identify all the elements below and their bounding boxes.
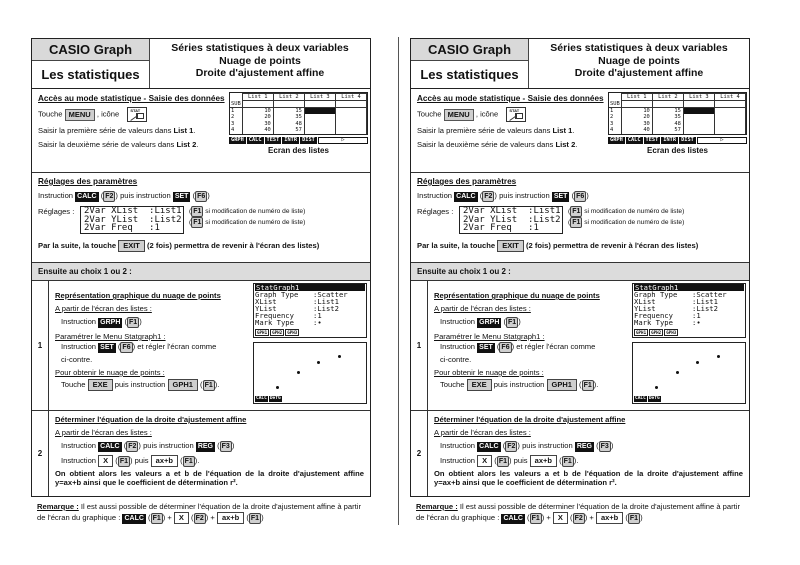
list-header: List 3: [683, 94, 714, 101]
table-row: 3 30 48: [230, 121, 367, 128]
access-title: Accès au mode statistique - Saisie des données: [417, 94, 604, 103]
table-row: 3 30 48: [609, 121, 746, 128]
settings-title: Réglages des paramètres: [38, 177, 138, 186]
fkey-intr: INTR: [663, 136, 677, 143]
list-screen: [229, 92, 368, 155]
stat-icon: STAT: [506, 107, 526, 122]
stat-icon: STAT: [127, 107, 147, 122]
list2-instruction: Saisir la deuxième série de valeurs dans List 2.: [417, 140, 578, 149]
fkey-more-icon: ▷: [697, 137, 747, 144]
choice-1: [411, 281, 749, 411]
title-line: Nuage de points: [219, 54, 301, 67]
menu-key: MENU: [444, 109, 474, 121]
sub-label: SUB: [610, 100, 620, 107]
scatter-point: [276, 386, 279, 389]
fkey-calc: CALC: [248, 136, 262, 143]
choice-number: 1: [411, 281, 428, 410]
sub-label: SUB: [231, 100, 241, 107]
settings-section: [411, 173, 749, 263]
list1-instruction: Saisir la première série de valeurs dans List 1.: [38, 126, 196, 135]
statgraph-title: StatGraph1: [255, 284, 365, 291]
reg-instruction: Instruction CALC ( F2 ) puis instruction REG ( F3 ): [440, 441, 614, 450]
choice-heading: Ensuite au choix 1 ou 2 :: [411, 263, 749, 281]
obtain-text: Pour obtenir le nuage de points :: [55, 368, 165, 377]
f2-key: F2: [484, 193, 493, 200]
ci-contre-text: ci-contre.: [440, 355, 472, 364]
title-line: Séries statistiques à deux variables: [171, 42, 349, 54]
list-caption: Ecran des listes: [268, 145, 329, 155]
set-key: SET: [174, 193, 189, 200]
brand-label: CASIO Graph: [32, 39, 149, 61]
header: [411, 39, 749, 89]
table-row: 2 20 35: [609, 114, 746, 121]
choice-number: 2: [411, 411, 428, 496]
choice-heading: Ensuite au choix 1 ou 2 :: [32, 263, 370, 281]
list1-instruction: Saisir la première série de valeurs dans List 1.: [417, 126, 575, 135]
param-text: Paramétrer le Menu Statgraph1 :: [55, 332, 166, 341]
settings-title: Réglages des paramètres: [417, 177, 517, 186]
gph1-key: GPH1: [636, 330, 647, 335]
scatter-point: [338, 355, 341, 358]
choice-2: [411, 411, 749, 496]
f6-key: F6: [576, 193, 585, 200]
exit-instruction: Par la suite, la touche EXIT (2 fois) permettra de revenir à l'écran des listes): [38, 240, 320, 250]
menu-key: MENU: [65, 109, 95, 121]
settings-instruction: Instruction CALC ( F2 ) puis instruction SET ( F6 ): [38, 191, 210, 200]
lcd-line: 2Var Freq :1: [84, 223, 160, 233]
settings-section: [32, 173, 370, 263]
list2-instruction: Saisir la deuxième série de valeurs dans List 2.: [38, 140, 199, 149]
plot-calc-key: CALC: [256, 396, 267, 401]
scatter-plot: [632, 342, 746, 404]
statgraph-title: StatGraph1: [634, 284, 744, 291]
access-title: Accès au mode statistique - Saisie des données: [38, 94, 225, 103]
fkey-dist: DIST: [681, 136, 694, 143]
plot-defg-key: DefG: [648, 396, 660, 401]
icone-text: , icône: [475, 109, 499, 119]
choice-2: [32, 411, 370, 496]
exit-key: EXIT: [497, 240, 524, 252]
gph2-key: GPH2: [651, 330, 662, 335]
remark-label: Remarque :: [37, 502, 79, 511]
set-instruction: Instruction SET ( F6 ) et régler l'écran comme: [61, 342, 217, 351]
list-header: List 2: [652, 94, 683, 101]
fkey-test: TEST: [266, 136, 280, 143]
from-lists-text: A partir de l'écran des listes :: [55, 304, 152, 313]
topic-label: Les statistiques: [420, 67, 519, 82]
scatter-point: [655, 386, 658, 389]
sheet: [31, 38, 371, 497]
axb-instruction: Instruction X ( F1 ) puis ax+b ( F1 ).: [440, 456, 579, 465]
access-section: [32, 89, 370, 173]
title-line: Droite d'ajustement affine: [195, 67, 325, 79]
exe-instruction: Touche EXE puis instruction GPH1 ( F1 ).: [440, 380, 599, 389]
gph3-key: GPH3: [666, 330, 677, 335]
title-line: Droite d'ajustement affine: [574, 67, 704, 79]
title-line: Séries statistiques à deux variables: [550, 42, 728, 54]
table-row: 4 40 57: [609, 127, 746, 134]
table-row: 2 20 35: [230, 114, 367, 121]
reg-instruction: Instruction CALC ( F2 ) puis instruction REG ( F3 ): [61, 441, 235, 450]
calc-key: CALC: [77, 193, 97, 200]
scatter-point: [696, 361, 699, 364]
scatter-plot: [253, 342, 367, 404]
table-row: 4 40 57: [230, 127, 367, 134]
table-row: 1 10 15: [609, 108, 746, 115]
remark-label: Remarque :: [416, 502, 458, 511]
ci-contre-text: ci-contre.: [61, 355, 93, 364]
scatter-point: [317, 361, 320, 364]
fkey-test: TEST: [645, 136, 659, 143]
lcd-line: 2Var XList :List1: [463, 206, 561, 216]
settings-label: Réglages :: [38, 207, 75, 216]
choice-number: 1: [32, 281, 49, 410]
remark: Remarque : Il est aussi possible de déterminer l'équation de la droite d'ajustement affine à partir de l'écran du graphique : CALC ( F1 ) + X ( F2 ) + ax+b ( F1 ): [37, 502, 361, 522]
remark: Remarque : Il est aussi possible de déterminer l'équation de la droite d'ajustement affine à partir de l'écran du graphique : CALC ( F1 ) + X ( F2 ) + ax+b ( F1 ): [416, 502, 740, 522]
ylist-note: ( F1 si modification de numéro de liste): [189, 219, 306, 226]
grph-instruction: Instruction GRPH ( F1 ): [61, 317, 142, 326]
plot-defg-key: DefG: [269, 396, 281, 401]
page-divider: [398, 37, 399, 525]
exe-instruction: Touche EXE puis instruction GPH1 ( F1 ).: [61, 380, 220, 389]
scatter-point: [717, 355, 720, 358]
page-title: [150, 39, 370, 88]
statgraph-screen: StatGraph1 Graph Type :Scatter XList :List1 YList :List2 Frequency :1 Mark Type :• GPH1 GPH2 GPH3 CALC DefG: [253, 283, 367, 404]
settings-screen: [80, 206, 184, 234]
header: [32, 39, 370, 89]
touche-text: Touche: [417, 109, 442, 119]
param-text: Paramétrer le Menu Statgraph1 :: [434, 332, 545, 341]
function-key-bar: [229, 137, 368, 144]
function-key-bar: [608, 137, 747, 144]
scatter-point: [297, 371, 300, 374]
title-line: Nuage de points: [598, 54, 680, 67]
list-header: List 4: [714, 94, 745, 101]
xlist-note: ( F1 si modification de numéro de liste): [189, 208, 306, 215]
axb-instruction: Instruction X ( F1 ) puis ax+b ( F1 ).: [61, 456, 200, 465]
fkey-more-icon: ▷: [318, 137, 368, 144]
xlist-note: ( F1 si modification de numéro de liste): [568, 208, 685, 215]
choice1-title: Représentation graphique du nuage de points: [55, 291, 221, 300]
list-header: List 3: [304, 94, 335, 101]
fkey-grph: GRPH: [610, 136, 623, 143]
set-instruction: Instruction SET ( F6 ) et régler l'écran comme: [440, 342, 596, 351]
set-key: SET: [553, 193, 568, 200]
fkey-intr: INTR: [284, 136, 298, 143]
access-section: [411, 89, 749, 173]
gph1-key: GPH1: [257, 330, 268, 335]
sheet: [410, 38, 750, 497]
lcd-line: 2Var Freq :1: [463, 223, 539, 233]
f6-key: F6: [197, 193, 206, 200]
touche-text: Touche: [38, 109, 63, 119]
choice-1: [32, 281, 370, 411]
fkey-dist: DIST: [302, 136, 315, 143]
list-caption: Ecran des listes: [647, 145, 708, 155]
list-header: List 1: [242, 94, 273, 101]
table-row: 1 10 15: [230, 108, 367, 115]
statgraph-screen: StatGraph1 Graph Type :Scatter XList :List1 YList :List2 Frequency :1 Mark Type :• GPH1 GPH2 GPH3 CALC DefG: [632, 283, 746, 404]
scatter-point: [676, 371, 679, 374]
fkey-grph: GRPH: [231, 136, 244, 143]
conclusion-text: On obtient alors les valeurs a et b de l'équation de la droite d'ajustement affine y=ax+b ainsi que le coefficient de détermination r².: [434, 469, 743, 487]
settings-screen: [459, 206, 563, 234]
list-header: List 1: [621, 94, 652, 101]
lcd-line: 2Var XList :List1: [84, 206, 182, 216]
list-header: List 2: [273, 94, 304, 101]
from-lists-text: A partir de l'écran des listes :: [434, 304, 531, 313]
exit-key: EXIT: [118, 240, 145, 252]
conclusion-text: On obtient alors les valeurs a et b de l'équation de la droite d'ajustement affine y=ax+b ainsi que le coefficient de détermination r².: [55, 469, 364, 487]
lcd-line: 2Var YList :List2: [463, 214, 561, 225]
choice1-title: Représentation graphique du nuage de points: [434, 291, 600, 300]
ylist-note: ( F1 si modification de numéro de liste): [568, 219, 685, 226]
calc-key: CALC: [456, 193, 476, 200]
list-table: [609, 93, 746, 134]
choice2-title: Déterminer l'équation de la droite d'ajustement affine: [55, 415, 247, 424]
list-header: List 4: [335, 94, 366, 101]
fkey-calc: CALC: [627, 136, 641, 143]
left-panel: [31, 38, 371, 524]
page-title: [529, 39, 749, 88]
lcd-line: 2Var YList :List2: [84, 214, 182, 225]
obtain-text: Pour obtenir le nuage de points :: [434, 368, 544, 377]
gph3-key: GPH3: [287, 330, 298, 335]
list-table: [230, 93, 367, 134]
right-panel: [410, 38, 750, 524]
from-lists-text: A partir de l'écran des listes :: [434, 428, 531, 437]
choice-number: 2: [32, 411, 49, 496]
brand-label: CASIO Graph: [411, 39, 528, 61]
exit-instruction: Par la suite, la touche EXIT (2 fois) permettra de revenir à l'écran des listes): [417, 240, 699, 250]
settings-instruction: Instruction CALC ( F2 ) puis instruction SET ( F6 ): [417, 191, 589, 200]
f2-key: F2: [105, 193, 114, 200]
from-lists-text: A partir de l'écran des listes :: [55, 428, 152, 437]
list-screen: [608, 92, 747, 155]
gph2-key: GPH2: [272, 330, 283, 335]
choice2-title: Déterminer l'équation de la droite d'ajustement affine: [434, 415, 626, 424]
settings-label: Réglages :: [417, 207, 454, 216]
grph-instruction: Instruction GRPH ( F1 ): [440, 317, 521, 326]
topic-label: Les statistiques: [41, 67, 140, 82]
plot-calc-key: CALC: [635, 396, 646, 401]
icone-text: , icône: [96, 109, 120, 119]
